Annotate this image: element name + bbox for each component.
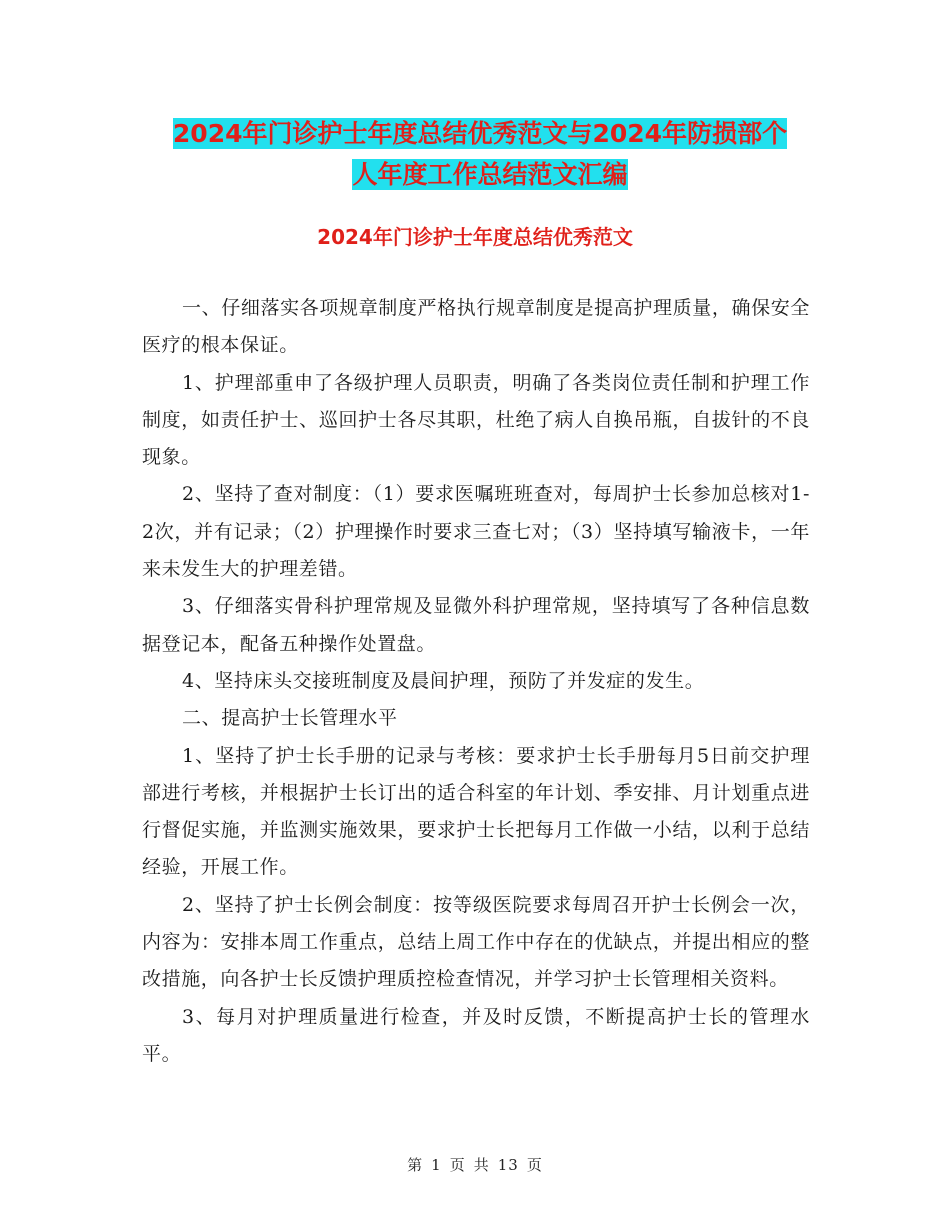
section-title: 2024年门诊护士年度总结优秀范文 xyxy=(317,225,633,249)
footer-total-pages: 13 xyxy=(497,1156,519,1174)
footer-page-unit: 页 xyxy=(449,1156,466,1174)
paragraph: 1、护理部重申了各级护理人员职责，明确了各类岗位责任制和护理工作制度，如责任护士、巡回护士各尽其职，杜绝了病人自换吊瓶，自拔针的不良现象。 xyxy=(142,371,810,469)
title-highlight-2: 人年度工作总结范文汇编 xyxy=(352,160,628,189)
footer-page-number: 1 xyxy=(431,1156,442,1174)
paragraph: 2、坚持了护士长例会制度：按等级医院要求每周召开护士长例会一次，内容为：安排本周工作重点，总结上周工作中存在的优缺点，并提出相应的整改措施，向各护士长反馈护理质控检查情况，并学习护士长管理相关资料。 xyxy=(142,893,810,991)
footer-total-unit: 页 xyxy=(526,1156,543,1174)
document-title-line-1 xyxy=(40,116,920,152)
document-title-line-2 xyxy=(140,157,840,193)
paragraph: 4、坚持床头交接班制度及晨间护理，预防了并发症的发生。 xyxy=(182,669,705,692)
document-body xyxy=(142,290,810,1073)
title-highlight-1: 2024年门诊护士年度总结优秀范文与2024年防损部个 xyxy=(172,119,788,148)
paragraph: 2、坚持了查对制度：（1）要求医嘱班班查对，每周护士长参加总核对1-2次，并有记录；（2）护理操作时要求三查七对；（3）坚持填写输液卡，一年来未发生大的护理差错。 xyxy=(142,483,810,581)
paragraph: 3、仔细落实骨科护理常规及显微外科护理常规，坚持填写了各种信息数据登记本，配备五种操作处置盘。 xyxy=(142,595,810,655)
paragraph: 一、仔细落实各项规章制度严格执行规章制度是提高护理质量，确保安全医疗的根本保证。 xyxy=(142,297,810,357)
paragraph: 3、每月对护理质量进行检查，并及时反馈，不断提高护士长的管理水平。 xyxy=(142,1005,810,1065)
paragraph: 1、坚持了护士长手册的记录与考核：要求护士长手册每月5日前交护理部进行考核，并根据护士长订出的适合科室的年计划、季安排、月计划重点进行督促实施，并监测实施效果，要求护士长把每月工作做一小结，以利于总结经验，开展工作。 xyxy=(142,744,810,879)
page-footer xyxy=(0,1154,950,1175)
paragraph: 二、提高护士长管理水平 xyxy=(182,707,398,730)
footer-prefix: 第 xyxy=(407,1156,424,1174)
footer-total-prefix: 共 xyxy=(473,1156,490,1174)
